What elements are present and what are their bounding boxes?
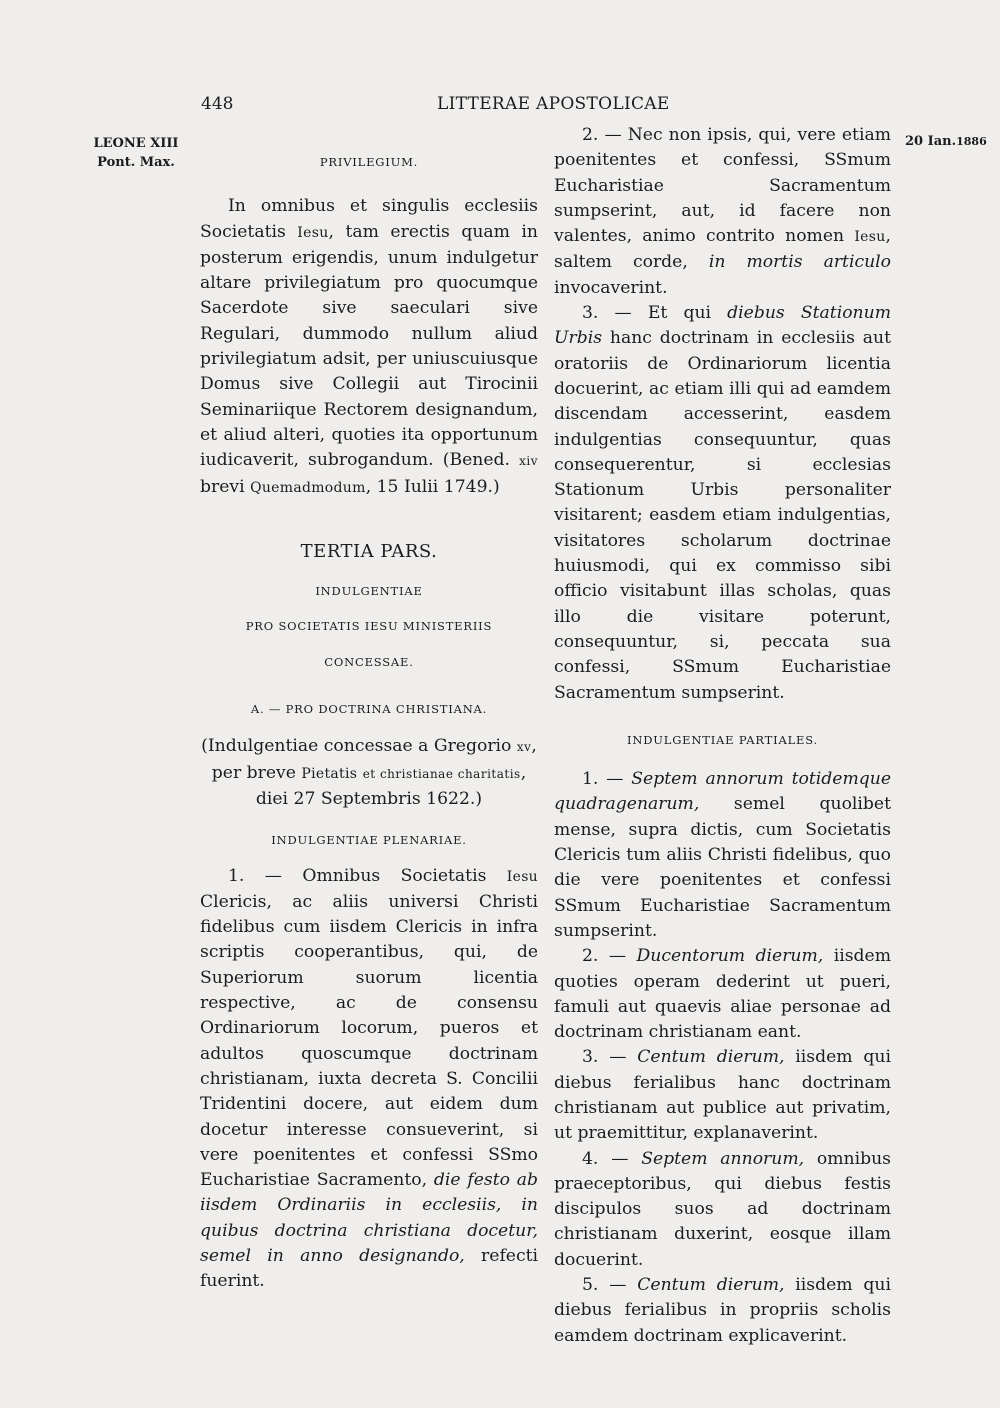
small-caps-christianae: et christianae charitatis <box>362 766 521 781</box>
concessae-note: (Indulgentiae concessae a Gregorio xv, per breve Pietatis et christianae charitatis, diei 27 Septembris 1622.) <box>201 736 537 809</box>
plenaria-item-3: 3. — Et qui diebus Stationum Urbis hanc doctrinam in ecclesiis aut oratoriis de Ordinariorum licentia docuerint, ac etiam illi qui ad eamdem discendam accesserint, easdem indulgentias consequuntur, quas consequerentur, si ecclesias Stationum Urbis personaliter visitarent; easdem etiam indulgentias, visitatores scholarum doctrinae huiusmodi, qui ex commisso sibi officio visitabunt illas scholas, quas illo die visitare poterunt, consequuntur, si, peccata sua confessi, SSmum Eucharistiae Sacramentum sumpserint. <box>554 303 891 703</box>
margin-note-date <box>905 134 987 149</box>
margin-note-pope-title: Pont. Max. <box>97 155 175 170</box>
page-number: 448 <box>201 94 234 114</box>
partialis-item-1: 1. — Septem annorum totidemque quadragenarum, semel quolibet mense, supra dictis, cum Societatis Clericis tum aliis Christi fidelibus, quo die vere poenitentes et confessi SSmum Eucharistiae Sacramentum sumpserint. <box>554 769 891 941</box>
tertia-pars-title: TERTIA PARS. <box>300 540 438 562</box>
privilegium-heading: PRIVILEGIUM. <box>319 155 419 169</box>
partialis-item-3: 3. — Centum dierum, iisdem qui diebus ferialibus hanc doctrinam christianam aut publice aut privatim, ut praemittitur, explanaverint. <box>554 1047 891 1144</box>
indulgentiae-heading: INDULGENTIAE <box>315 584 423 599</box>
partialis-item-5: 5. — Centum dierum, iisdem qui diebus ferialibus in propriis scholis eamdem doctrinam explicaverint. <box>554 1275 891 1346</box>
plenariae-heading: INDULGENTIAE PLENARIAE. <box>271 833 467 848</box>
small-caps-pietatis: Pietatis <box>301 765 358 782</box>
left-column <box>200 123 538 1295</box>
margin-note-pope-name: LEONE XIII <box>93 136 179 151</box>
small-caps-iesu: Iesu <box>506 868 538 885</box>
plenaria-item-2: 2. — Nec non ipsis, qui, vere etiam poenitentes et confessi, SSmum Eucharistiae Sacramentum sumpserint, aut, id facere non valentes, animo contrito nomen Iesu, saltem corde, in mortis articulo invocaverint. <box>554 125 891 298</box>
margin-note-pope <box>86 134 186 172</box>
running-head: LITTERAE APOSTOLICAE <box>437 94 670 114</box>
small-caps-quemadmodum: Quemadmodum <box>250 479 366 496</box>
privilegium-paragraph: In omnibus et singulis ecclesiis Societatis Iesu, tam erectis quam in posterum erigendis, unum indulgetur altare privilegiatum pro quocumque Sacerdote sive saeculari sive Regulari, dummodo nullum aliud privilegiatum adsit, per uniuscuiusque Domus sive Collegii aut Tirocinii Seminariique Rectorem designandum, et aliud alteri, quoties ita opportunum iudicaverit, subrogandum. (Bened. xiv brevi Quemadmodum, 15 Iulii 1749.) <box>200 196 538 497</box>
section-a-heading: A. — PRO DOCTRINA CHRISTIANA. <box>250 702 488 717</box>
margin-date-year: 1886 <box>956 135 987 148</box>
plenaria-item-1: 1. — Omnibus Societatis Iesu Clericis, ac aliis universi Christi fidelibus cum iisdem Clericis in infra scriptis cooperantibus, qui, de Superiorum suorum licentia respective, ac de consensu Ordinariorum locorum, pueros et adultos quoscumque doctrinam christianam, iuxta decreta S. Concilii Tridentini docere, aut eidem dum docetur interesse consueverint, si vere poenitentes et confessi SSmo Eucharistiae Sacramento, die festo ab iisdem Ordinariis in ecclesiis, in quibus doctrina christiana docetur, semel in anno designando, refecti fuerint. <box>200 865 539 1292</box>
small-caps-iesu: Iesu <box>854 229 886 246</box>
margin-date-day: 20 Ian. <box>905 134 957 149</box>
concessae-heading: CONCESSAE. <box>324 654 414 669</box>
partiales-heading: INDULGENTIAE PARTIALES. <box>627 732 818 747</box>
partialis-item-2: 2. — Ducentorum dierum, iisdem quoties operam dederint ut pueri, famuli aut quaevis aliae personae ad doctrinam christianam eant. <box>554 946 891 1043</box>
small-caps-iesu: Iesu <box>297 224 329 241</box>
partialis-item-4: 4. — Septem annorum, omnibus praeceptoribus, qui diebus festis discipulos suos ad doctrinam christianam duxerint, eosque illam docuerint. <box>554 1148 891 1270</box>
pro-societatis-heading: PRO SOCIETATIS IESU MINISTERIIS <box>245 619 493 634</box>
right-column <box>554 123 891 1349</box>
